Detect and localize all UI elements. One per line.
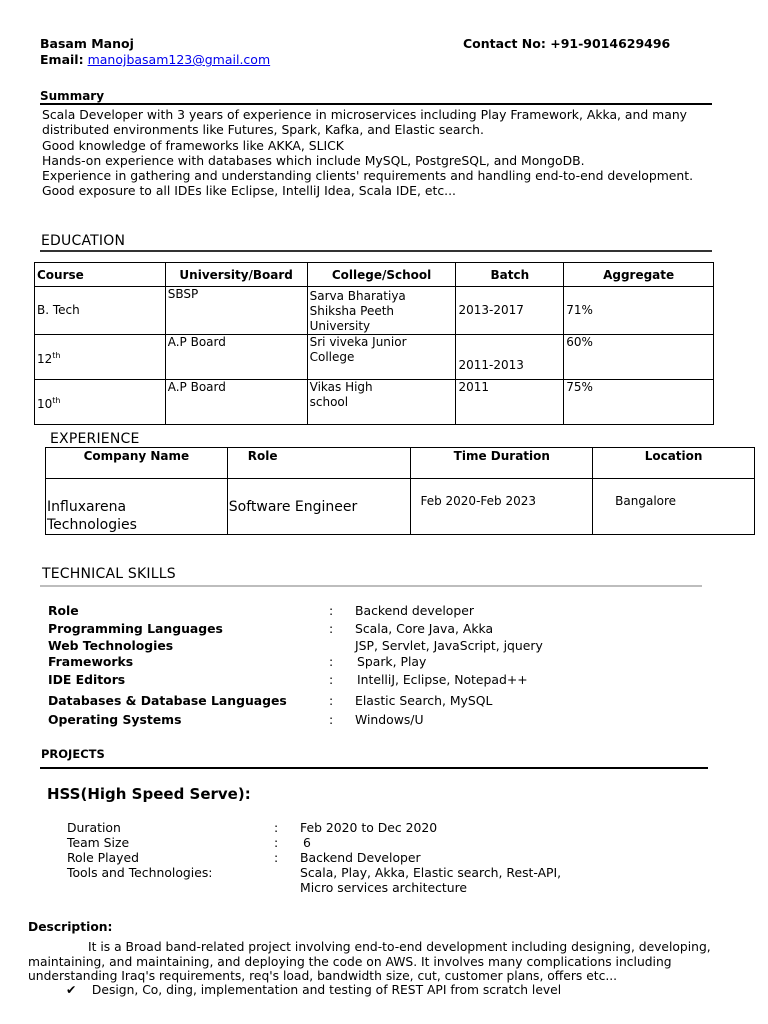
experience-duration: Feb 2020-Feb 2023 bbox=[411, 479, 593, 535]
skill-value: Backend developer bbox=[355, 603, 474, 618]
skill-value: Scala, Core Java, Akka bbox=[355, 621, 494, 636]
education-table bbox=[34, 262, 714, 425]
experience-header-role: Role bbox=[227, 448, 411, 479]
skill-separator: : bbox=[329, 654, 334, 669]
table-row bbox=[35, 380, 714, 425]
project-title: HSS(High Speed Serve): bbox=[47, 785, 251, 803]
education-course: 10th bbox=[35, 380, 166, 425]
skill-separator: : bbox=[329, 621, 334, 636]
education-college: Sarva Bharatiya Shiksha Peeth University bbox=[307, 287, 456, 335]
project-detail-value: Scala, Play, Akka, Elastic search, Rest-API, Micro services architecture bbox=[300, 865, 562, 895]
experience-title: EXPERIENCE bbox=[50, 431, 140, 447]
description-title: Description: bbox=[28, 920, 113, 934]
table-row bbox=[46, 479, 755, 535]
project-detail-key: Tools and Technologies: bbox=[67, 865, 213, 880]
summary-line: Experience in gathering and understanding clients' requirements and handling end-to-end development. bbox=[42, 168, 694, 184]
project-detail-separator: : bbox=[274, 820, 279, 835]
education-college: Vikas High school bbox=[307, 380, 456, 425]
contact-label: Contact No: bbox=[463, 36, 546, 51]
description-line: maintaining, and maintaining, and deploying the code on AWS. It involves many complications including bbox=[28, 954, 672, 969]
skill-key: IDE Editors bbox=[48, 672, 126, 687]
education-course: 12th bbox=[35, 335, 166, 380]
skill-separator: : bbox=[329, 672, 334, 687]
skill-value: IntelliJ, Eclipse, Notepad++ bbox=[357, 672, 528, 687]
email-line bbox=[40, 52, 270, 67]
skills-rule bbox=[40, 585, 702, 587]
skill-key: Programming Languages bbox=[48, 621, 223, 636]
summary-line: Good knowledge of frameworks like AKKA, SLICK bbox=[42, 137, 344, 153]
experience-header-company: Company Name bbox=[46, 448, 228, 479]
education-aggregate: 75% bbox=[564, 380, 714, 425]
table-row bbox=[35, 287, 714, 335]
project-detail-value: Feb 2020 to Dec 2020 bbox=[300, 820, 438, 835]
summary-line: distributed environments like Futures, Spark, Kafka, and Elastic search. bbox=[42, 122, 484, 138]
education-header-aggregate: Aggregate bbox=[564, 263, 714, 287]
email-label: Email: bbox=[40, 52, 84, 67]
education-board: SBSP bbox=[165, 287, 307, 335]
contact-number bbox=[463, 36, 670, 51]
skill-key: Web Technologies bbox=[48, 638, 174, 653]
education-course: B. Tech bbox=[35, 287, 166, 335]
education-college: Sri viveka Junior College bbox=[307, 335, 456, 380]
bullet-item bbox=[66, 983, 561, 997]
summary-line: Scala Developer with 3 years of experience in microservices including Play Framework, Akka, and many bbox=[42, 107, 688, 122]
education-header-board: University/Board bbox=[165, 263, 307, 287]
summary-rule bbox=[40, 103, 712, 105]
project-detail-key: Duration bbox=[67, 820, 121, 835]
experience-header-duration: Time Duration bbox=[411, 448, 593, 479]
summary-text bbox=[42, 107, 693, 199]
skill-key: Role bbox=[48, 603, 79, 618]
experience-company: Influxarena Technologies bbox=[46, 479, 228, 535]
education-header-college: College/School bbox=[307, 263, 456, 287]
education-board: A.P Board bbox=[165, 335, 307, 380]
skill-key: Operating Systems bbox=[48, 712, 182, 727]
skill-separator: : bbox=[329, 693, 334, 708]
candidate-name: Basam Manoj bbox=[40, 36, 134, 51]
summary-line: Hands-on experience with databases which include MySQL, PostgreSQL, and MongoDB. bbox=[42, 152, 585, 168]
education-aggregate: 60% bbox=[564, 335, 714, 380]
email-link[interactable]: manojbasam123@gmail.com bbox=[87, 52, 271, 67]
education-header-batch: Batch bbox=[456, 263, 564, 287]
experience-table bbox=[45, 447, 755, 535]
experience-header-location: Location bbox=[593, 448, 755, 479]
projects-title: PROJECTS bbox=[41, 747, 105, 761]
check-icon: ✔ bbox=[66, 983, 77, 997]
skill-key: Frameworks bbox=[48, 654, 134, 669]
education-batch: 2013-2017 bbox=[456, 287, 564, 335]
education-rule bbox=[40, 250, 712, 252]
education-batch: 2011-2013 bbox=[456, 335, 564, 380]
project-detail-separator: : bbox=[274, 850, 279, 865]
description-text bbox=[28, 940, 728, 984]
project-detail-key: Role Played bbox=[67, 850, 139, 865]
education-board: A.P Board bbox=[165, 380, 307, 425]
education-title: EDUCATION bbox=[41, 233, 126, 249]
contact-value: +91-9014629496 bbox=[550, 36, 671, 51]
description-line: It is a Broad band-related project involving end-to-end development including designing, developing, bbox=[88, 940, 711, 954]
experience-role: Software Engineer bbox=[227, 479, 411, 535]
description-line: understanding Iraq's requirements, req's load, bandwidth size, cut, customer plans, offers etc... bbox=[28, 969, 618, 984]
education-aggregate: 71% bbox=[564, 287, 714, 335]
experience-location: Bangalore bbox=[593, 479, 755, 535]
skill-value: Windows/U bbox=[355, 712, 424, 727]
summary-line: Good exposure to all IDEs like Eclipse, IntelliJ Idea, Scala IDE, etc... bbox=[42, 183, 456, 199]
experience-header-row bbox=[46, 448, 755, 479]
skill-separator: : bbox=[329, 603, 334, 618]
project-detail-separator: : bbox=[274, 835, 279, 850]
summary-title: Summary bbox=[40, 89, 105, 103]
skill-value: JSP, Servlet, JavaScript, jquery bbox=[355, 638, 543, 653]
education-batch: 2011 bbox=[456, 380, 564, 425]
skill-key: Databases & Database Languages bbox=[48, 693, 287, 708]
skill-value: Spark, Play bbox=[357, 654, 427, 669]
skill-separator: : bbox=[329, 712, 334, 727]
project-detail-key: Team Size bbox=[67, 835, 130, 850]
project-detail-value: 6 bbox=[303, 835, 311, 850]
skills-title: TECHNICAL SKILLS bbox=[42, 566, 176, 582]
projects-rule bbox=[40, 767, 708, 769]
education-header-course: Course bbox=[35, 263, 166, 287]
table-row bbox=[35, 335, 714, 380]
bullet-text: Design, Co, ding, implementation and testing of REST API from scratch level bbox=[91, 983, 562, 997]
project-detail-value: Backend Developer bbox=[300, 850, 421, 865]
skill-value: Elastic Search, MySQL bbox=[355, 693, 493, 708]
education-header-row bbox=[35, 263, 714, 287]
